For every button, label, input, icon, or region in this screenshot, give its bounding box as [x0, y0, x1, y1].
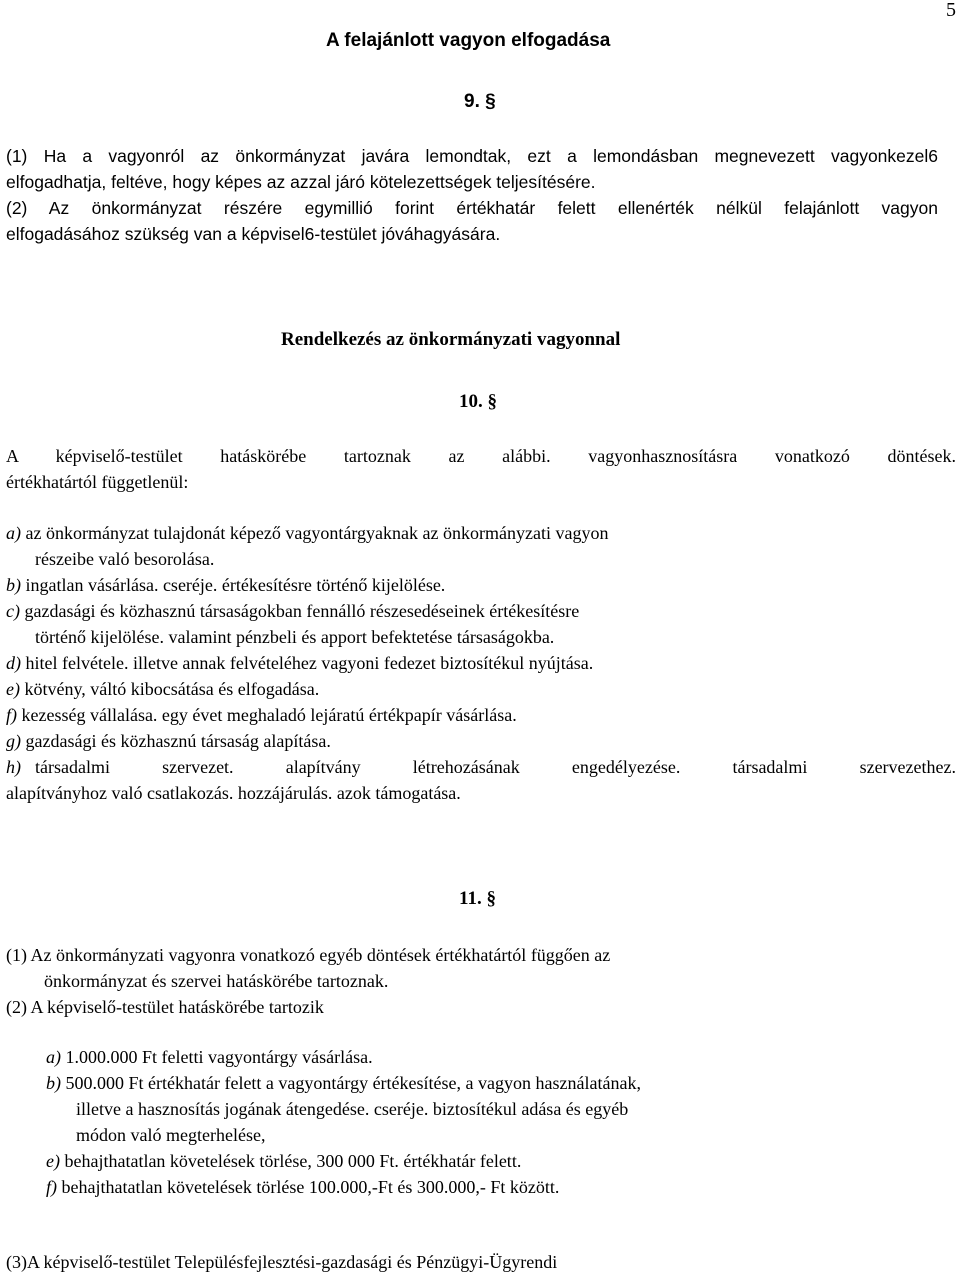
intro-line: A képviselő-testület hatáskörébe tartoznak az alábbi. vagyonhasznosításra vonatkozó döntések.	[6, 446, 956, 466]
paragraph-line: (2) A képviselő-testület hatáskörébe tartozik	[6, 997, 324, 1017]
list-item-c	[6, 598, 956, 624]
item-letter: a)	[6, 523, 21, 543]
item-letter: d)	[6, 653, 21, 673]
list-item-g	[6, 728, 956, 754]
paragraph-line: (1) Ha a vagyonról az önkormányzat javára lemondtak, ezt a lemondásban megnevezett vagyonkezel6	[6, 146, 938, 166]
intro-line: értékhatártól függetlenül:	[6, 472, 189, 492]
section-9-body	[6, 143, 938, 247]
item-text: részeibe való besorolása.	[35, 549, 215, 569]
item-letter: e)	[6, 679, 20, 699]
item-letter: g)	[6, 731, 21, 751]
paragraph-line: (1) Az önkormányzati vagyonra vonatkozó egyéb döntések értékhatártól függően az	[6, 945, 611, 965]
list-item-a-cont	[6, 546, 956, 572]
item-text: gazdasági és közhasznú társaságokban fennálló részesedéseinek értékesítésre	[24, 601, 580, 621]
section-11-p3: (3)A képviselő-testület Településfejlesztési-gazdasági és Pénzügyi-Ügyrendi	[6, 1252, 558, 1272]
list-item-d	[6, 650, 956, 676]
list-item-b	[6, 572, 956, 598]
paragraph-line: elfogadhatja, feltéve, hogy képes az azzal járó kötelezettségek teljesítésére.	[6, 172, 596, 192]
list-item-h-cont	[6, 780, 956, 806]
item-text: kezesség vállalása. egy évet meghaladó lejáratú értékpapír vásárlása.	[21, 705, 517, 725]
list-item-e	[6, 676, 956, 702]
list-item-a	[6, 520, 956, 546]
item-text: 1.000.000 Ft feletti vagyontárgy vásárlása.	[65, 1047, 373, 1067]
item-text: kötvény, váltó kibocsátása és elfogadása.	[24, 679, 320, 699]
item-text: ingatlan vásárlása. cseréje. értékesítésre történő kijelölése.	[25, 575, 446, 595]
item-text: társadalmi szervezet. alapítvány létrehozásának engedélyezése. társadalmi szervezethez.	[35, 757, 956, 777]
item-letter: f)	[46, 1177, 57, 1197]
section-11-number: 11. §	[459, 888, 496, 909]
list-item-h	[6, 754, 956, 780]
list-item-b	[46, 1070, 946, 1096]
section-9-heading: A felajánlott vagyon elfogadása	[326, 30, 611, 51]
list-item-a	[46, 1044, 946, 1070]
item-text: 500.000 Ft értékhatár felett a vagyontárgy értékesítése, a vagyon használatának,	[65, 1073, 641, 1093]
item-text: illetve a hasznosítás jogának átengedése. cseréje. biztosítékul adása és egyéb	[76, 1099, 629, 1119]
item-text: történő kijelölése. valamint pénzbeli és apport befektetése társaságokba.	[35, 627, 555, 647]
item-text: az önkormányzat tulajdonát képező vagyontárgyaknak az önkormányzati vagyon	[25, 523, 609, 543]
paragraph-line: elfogadásához szükség van a képvisel6-testület jóváhagyására.	[6, 224, 501, 244]
section-10-number: 10. §	[459, 391, 497, 412]
item-text: alapítványhoz való csatlakozás. hozzájárulás. azok támogatása.	[6, 783, 461, 803]
item-text: módon való megterhelése,	[76, 1125, 266, 1145]
list-item-e	[46, 1148, 946, 1174]
list-item-b-cont	[46, 1122, 946, 1148]
section-11-list	[46, 1044, 946, 1200]
item-letter: h)	[6, 757, 21, 777]
item-letter: b)	[6, 575, 21, 595]
item-text: behajthatatlan követelések törlése 100.000,-Ft és 300.000,- Ft között.	[61, 1177, 560, 1197]
section-9-number: 9. §	[464, 91, 496, 112]
item-letter: b)	[46, 1073, 61, 1093]
item-text: gazdasági és közhasznú társaság alapítása.	[25, 731, 331, 751]
section-10-intro	[6, 443, 956, 495]
paragraph-line: önkormányzat és szervei hatáskörébe tartoznak.	[44, 971, 389, 991]
page-number: 5	[946, 0, 956, 21]
list-item-b-cont	[46, 1096, 946, 1122]
item-text: hitel felvétele. illetve annak felvételéhez vagyoni fedezet biztosítékul nyújtása.	[25, 653, 594, 673]
item-letter: a)	[46, 1047, 61, 1067]
item-letter: c)	[6, 601, 20, 621]
list-item-f	[46, 1174, 946, 1200]
item-text: behajthatatlan követelések törlése, 300 000 Ft. értékhatár felett.	[64, 1151, 522, 1171]
item-letter: e)	[46, 1151, 60, 1171]
list-item-f	[6, 702, 956, 728]
list-item-c-cont	[6, 624, 956, 650]
section-11-body	[6, 942, 956, 1020]
section-10-heading: Rendelkezés az önkormányzati vagyonnal	[281, 329, 621, 350]
item-letter: f)	[6, 705, 17, 725]
paragraph-line: (2) Az önkormányzat részére egymillió forint értékhatár felett ellenérték nélkül felajánlott vagyon	[6, 198, 938, 218]
section-10-list	[6, 520, 956, 806]
